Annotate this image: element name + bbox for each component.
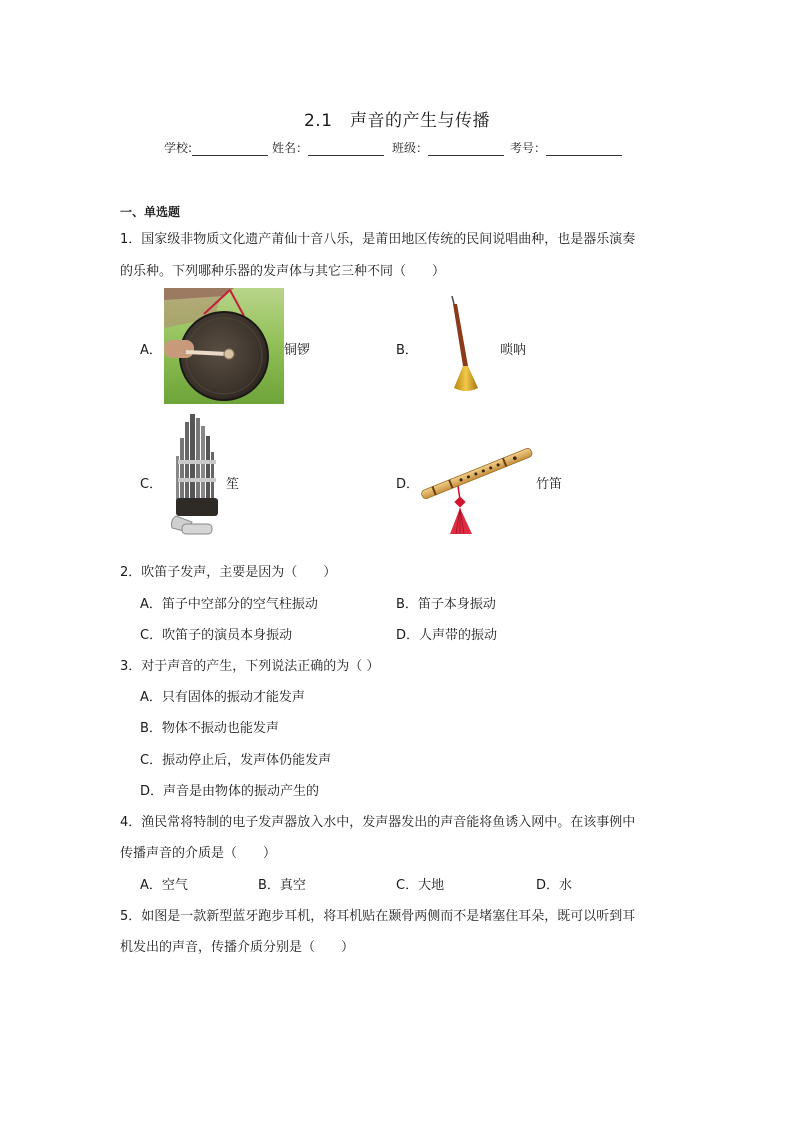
q1-option-a-text: 铜锣 xyxy=(284,343,311,358)
q3-option-d: D．声音是由物体的振动产生的 xyxy=(140,784,320,799)
q1-option-c-text: 笙 xyxy=(226,477,240,492)
q4-option-d: D．水 xyxy=(536,878,573,893)
class-label: 班级： xyxy=(392,141,429,155)
name-blank xyxy=(308,143,384,156)
q4-stem-line-2: 传播声音的介质是（ ） xyxy=(120,846,277,861)
exam-number-blank xyxy=(546,143,622,156)
q2-option-a: A．笛子中空部分的空气柱振动 xyxy=(140,597,318,612)
page-title: 2.1 声音的产生与传播 xyxy=(303,111,491,131)
q4-option-c: C．大地 xyxy=(396,878,445,893)
q4-option-b: B．真空 xyxy=(258,878,306,893)
q1-stem-line-1: 1．国家级非物质文化遗产莆仙十音八乐，是莆田地区传统的民间说唱曲种，也是器乐演奏 xyxy=(120,232,636,247)
q1-stem-line-2: 的乐种。下列哪种乐器的发声体与其它三种不同（ ） xyxy=(120,264,446,279)
suona-image xyxy=(444,294,490,394)
q2-option-c: C．吹笛子的演员本身振动 xyxy=(140,628,293,643)
school-blank xyxy=(192,143,268,156)
exam-number-label: 考号： xyxy=(510,141,547,155)
q1-option-d-text: 竹笛 xyxy=(536,477,563,492)
q3-option-c: C．振动停止后，发声体仍能发声 xyxy=(140,753,332,768)
q1-option-b-text: 唢呐 xyxy=(500,343,527,358)
class-field xyxy=(392,139,504,156)
exam-number-field xyxy=(510,139,622,156)
school-field xyxy=(164,139,268,156)
q5-stem-line-1: 5．如图是一款新型蓝牙跑步耳机，将耳机贴在颞骨两侧而不是堵塞住耳朵，既可以听到耳 xyxy=(120,909,636,924)
school-label: 学校: xyxy=(164,141,193,155)
gong-image xyxy=(164,288,284,404)
q2-option-b: B．笛子本身振动 xyxy=(396,597,496,612)
bamboo-flute-image xyxy=(420,424,534,536)
q5-stem-line-2: 机发出的声音，传播介质分别是（ ） xyxy=(120,940,355,955)
q1-option-b-letter: B． xyxy=(396,343,418,358)
q2-stem: 2．吹笛子发声，主要是因为（ ） xyxy=(120,565,337,580)
q3-stem: 3．对于声音的产生，下列说法正确的为（ ） xyxy=(120,659,380,674)
section-title: 一、单选题 xyxy=(120,205,181,219)
class-blank xyxy=(428,143,504,156)
name-field xyxy=(272,139,384,156)
q2-option-d: D．人声带的振动 xyxy=(396,628,498,643)
sheng-image xyxy=(164,412,224,542)
q1-option-a-letter: A． xyxy=(140,343,162,358)
q4-stem-line-1: 4．渔民常将特制的电子发声器放入水中，发声器发出的声音能将鱼诱入网中。在该事例中 xyxy=(120,815,636,830)
q3-option-a: A．只有固体的振动才能发声 xyxy=(140,690,305,705)
q4-option-a: A．空气 xyxy=(140,878,188,893)
q1-option-d-letter: D． xyxy=(396,477,420,492)
name-label: 姓名： xyxy=(272,141,309,155)
q1-option-c-letter: C． xyxy=(140,477,163,492)
q3-option-b: B．物体不振动也能发声 xyxy=(140,721,279,736)
